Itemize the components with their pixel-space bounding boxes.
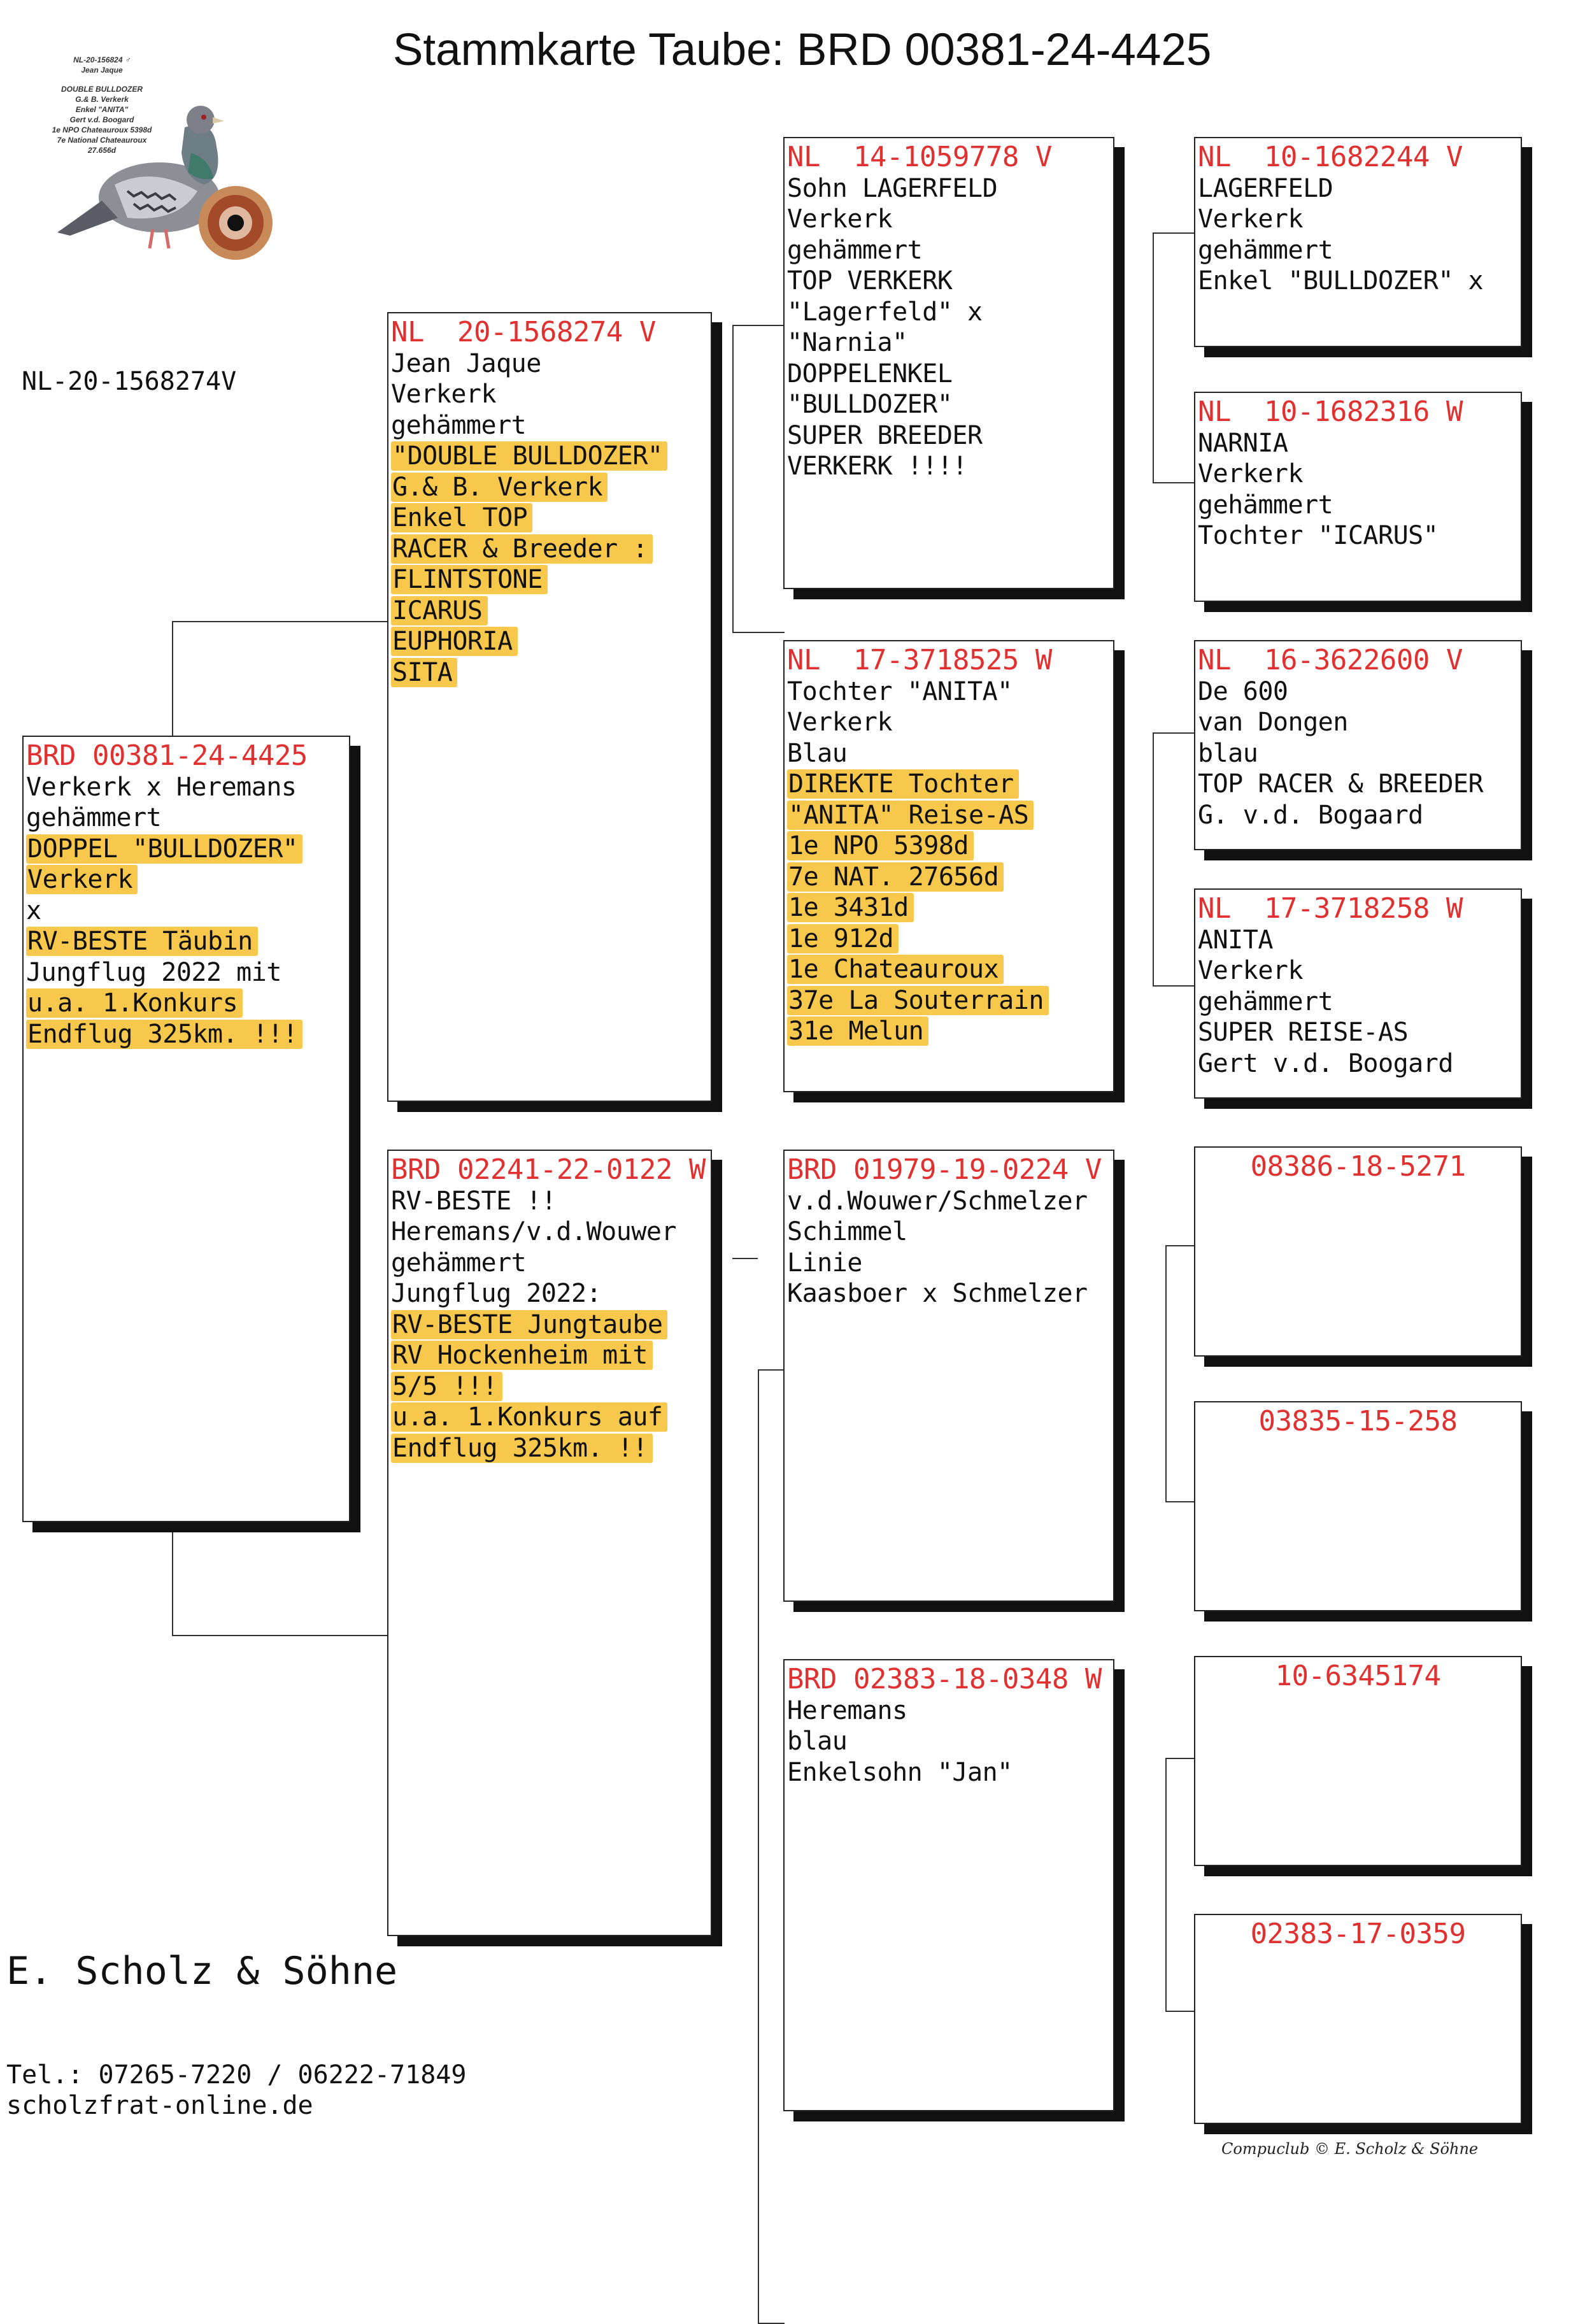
ring-number: NL 10-1682244 V (1198, 141, 1463, 173)
card-line (391, 1309, 708, 1341)
card-line: ANITA (1198, 925, 1273, 955)
card-line (26, 926, 346, 957)
card-line: gehämmert (391, 410, 527, 440)
card-subject (22, 736, 350, 1522)
card-line (391, 595, 708, 627)
highlighted-text: 1e 3431d (788, 893, 909, 922)
card-line: Jungflug 2022: (391, 1279, 602, 1308)
highlighted-text: RV-BESTE Täubin (27, 927, 253, 956)
highlighted-text: 31e Melun (788, 1016, 924, 1046)
highlighted-text: Enkel TOP (392, 503, 528, 532)
highlighted-text: G.& B. Verkerk (392, 472, 603, 502)
ring-number: NL 14-1059778 V (787, 141, 1052, 173)
card-line (391, 1340, 708, 1371)
card-line: Verkerk (1198, 459, 1304, 488)
card-fmm (1194, 888, 1522, 1099)
card-line: Verkerk (1198, 204, 1304, 234)
card-line (787, 769, 1111, 800)
card-line: Verkerk (787, 204, 893, 234)
ring-number-label: NL-20-1568274V (22, 367, 237, 396)
highlighted-text: 7e NAT. 27656d (788, 862, 999, 892)
card-line (787, 954, 1111, 985)
highlighted-text: 37e La Souterrain (788, 985, 1044, 1015)
ring-number: 08386-18-5271 (1250, 1150, 1466, 1183)
card-mfm (1194, 1401, 1522, 1611)
card-line (391, 564, 708, 595)
photo-caption-line: 27.656d (87, 146, 117, 155)
card-mf (783, 1150, 1114, 1602)
highlighted-text: RV Hockenheim mit (392, 1341, 648, 1370)
ring-number: NL 17-3718258 W (1198, 892, 1463, 925)
card-line: SUPER BREEDER (787, 420, 983, 450)
phone-number: Tel.: 07265-7220 / 06222-71849 (6, 2060, 467, 2090)
card-line: Enkel "BULLDOZER" x (1198, 266, 1484, 296)
card-line: Gert v.d. Boogard (1198, 1048, 1453, 1078)
card-line: Sohn LAGERFELD (787, 173, 998, 203)
card-line (787, 892, 1111, 923)
highlighted-text: 1e NPO 5398d (788, 831, 969, 860)
ring-number: 10-6345174 (1275, 1660, 1441, 1692)
highlighted-text: FLINTSTONE (392, 565, 543, 594)
photo-caption-line: DOUBLE BULLDOZER (61, 85, 143, 94)
photo-caption-line: Jean Jaque (81, 66, 123, 75)
card-line: TOP RACER & BREEDER (1198, 769, 1484, 799)
card-line (391, 1402, 708, 1433)
highlighted-text: EUPHORIA (392, 627, 513, 656)
photo-caption-line: NL-20-156824 ♂ (73, 55, 131, 64)
highlighted-text: "ANITA" Reise-AS (788, 800, 1029, 830)
card-mff (1194, 1146, 1522, 1357)
card-line (787, 923, 1111, 955)
connector-line (1153, 232, 1198, 483)
card-line: Jean Jaque (391, 348, 541, 378)
card-line: "BULLDOZER" (787, 390, 953, 419)
photo-caption-line: Gert v.d. Boogard (69, 115, 134, 124)
card-line: gehämmert (1198, 987, 1333, 1016)
highlighted-text: u.a. 1.Konkurs (27, 988, 238, 1018)
card-line: Schimmel (787, 1217, 907, 1246)
highlighted-text: RV-BESTE Jungtaube (392, 1309, 663, 1339)
card-line (391, 626, 708, 657)
breeder-name: E. Scholz & Söhne (6, 1949, 398, 1993)
highlighted-text: Verkerk (27, 865, 133, 894)
ring-number: BRD 01979-19-0224 V (787, 1153, 1102, 1186)
photo-caption-line: Enkel "ANITA" (75, 105, 129, 114)
highlighted-text: DOPPEL "BULLDOZER" (27, 834, 298, 864)
card-mmf (1194, 1656, 1522, 1866)
ring-number: BRD 02383-18-0348 W (787, 1663, 1102, 1695)
highlighted-text: Endflug 325km. !!! (27, 1019, 298, 1049)
highlighted-text: SITA (392, 657, 453, 687)
ring-number: NL 20-1568274 V (391, 316, 656, 348)
card-line (391, 1433, 708, 1464)
card-father (387, 312, 712, 1102)
card-line (787, 862, 1111, 893)
card-line: SUPER REISE-AS (1198, 1018, 1409, 1047)
card-line (26, 988, 346, 1019)
photo-caption-line: G.& B. Verkerk (75, 95, 129, 104)
connector-line (1153, 732, 1198, 987)
card-line: "Narnia" (787, 328, 907, 357)
photo-caption-line: 1e NPO Chateauroux 5398d (52, 125, 152, 134)
card-line: Heremans (787, 1695, 907, 1725)
highlighted-text: 5/5 !!! (392, 1371, 498, 1401)
card-fmf (1194, 640, 1522, 850)
ring-number: BRD 02241-22-0122 W (391, 1153, 706, 1186)
connector-line (732, 325, 785, 633)
card-line: Tochter "ICARUS" (1198, 521, 1439, 550)
card-line (787, 800, 1111, 831)
card-line (787, 985, 1111, 1016)
card-mm (783, 1659, 1114, 2111)
ring-number: NL 16-3622600 V (1198, 644, 1463, 676)
card-line: RV-BESTE !! (391, 1186, 557, 1216)
card-line: Kaasboer x Schmelzer (787, 1279, 1088, 1308)
card-line: van Dongen (1198, 708, 1348, 737)
card-line: gehämmert (1198, 490, 1333, 520)
card-ffm (1194, 392, 1522, 602)
card-line: VERKERK !!!! (787, 452, 967, 481)
ring-number: BRD 00381-24-4425 (26, 739, 308, 772)
card-mother (387, 1150, 712, 1936)
card-line: Verkerk (1198, 956, 1304, 985)
card-line: Blau (787, 738, 848, 768)
card-line: Heremans/v.d.Wouwer (391, 1217, 677, 1246)
card-line: Verkerk x Heremans (26, 772, 297, 802)
card-line: blau (1198, 738, 1258, 768)
card-line: Verkerk (787, 708, 893, 737)
card-mmm (1194, 1914, 1522, 2124)
card-line: Jungflug 2022 mit (26, 957, 281, 987)
card-line: "Lagerfeld" x (787, 297, 983, 327)
card-line: gehämmert (391, 1248, 527, 1278)
footer-credit: Compuclub © E. Scholz & Söhne (1221, 2140, 1479, 2158)
card-line: Linie (787, 1248, 862, 1278)
card-line (26, 864, 346, 895)
highlighted-text: 1e Chateauroux (788, 955, 999, 984)
card-line: Enkelsohn "Jan" (787, 1757, 1013, 1787)
card-line: gehämmert (26, 803, 162, 832)
card-line: blau (787, 1727, 848, 1756)
card-line: TOP VERKERK (787, 266, 953, 296)
card-line: De 600 (1198, 676, 1288, 706)
card-line: v.d.Wouwer/Schmelzer (787, 1186, 1088, 1216)
card-line: NARNIA (1198, 428, 1288, 458)
card-line (391, 534, 708, 565)
highlighted-text: ICARUS (392, 595, 483, 625)
card-line: Tochter "ANITA" (787, 676, 1013, 706)
highlighted-text: u.a. 1.Konkurs auf (392, 1402, 663, 1432)
card-line: x (26, 895, 41, 925)
card-fm (783, 640, 1114, 1092)
card-line (391, 503, 708, 534)
photo-caption (25, 55, 178, 155)
page-title: Stammkarte Taube: BRD 00381-24-4425 (393, 25, 1212, 75)
card-ff (783, 137, 1114, 589)
card-line: gehämmert (787, 235, 923, 265)
photo-caption-line: 7e National Chateauroux (57, 136, 147, 145)
card-line (391, 441, 708, 472)
card-line (391, 1371, 708, 1402)
card-line (787, 831, 1111, 862)
ring-number: 03835-15-258 (1258, 1405, 1458, 1437)
card-line: DOPPELENKEL (787, 359, 953, 389)
connector-line (732, 1258, 758, 1260)
card-line (787, 1016, 1111, 1047)
contact-block (6, 2060, 466, 2121)
highlighted-text: RACER & Breeder : (392, 534, 648, 564)
connector-line (758, 1369, 785, 2324)
highlighted-text: Endflug 325km. !! (392, 1433, 648, 1463)
website: scholzfrat-online.de (6, 2091, 313, 2120)
highlighted-text: DIREKTE Tochter (788, 769, 1014, 799)
ring-number: NL 17-3718525 W (787, 644, 1052, 676)
card-line (391, 657, 708, 688)
ring-number: NL 10-1682316 W (1198, 396, 1463, 428)
highlighted-text: 1e 912d (788, 923, 894, 953)
card-fff (1194, 137, 1522, 347)
card-line (26, 834, 346, 865)
card-line (26, 1019, 346, 1050)
card-line: Verkerk (391, 380, 497, 409)
card-line (391, 472, 708, 503)
highlighted-text: "DOUBLE BULLDOZER" (392, 441, 663, 471)
ring-number: 02383-17-0359 (1250, 1918, 1466, 1950)
card-line: gehämmert (1198, 235, 1333, 265)
card-line: LAGERFELD (1198, 173, 1333, 203)
card-line: G. v.d. Bogaard (1198, 800, 1423, 830)
